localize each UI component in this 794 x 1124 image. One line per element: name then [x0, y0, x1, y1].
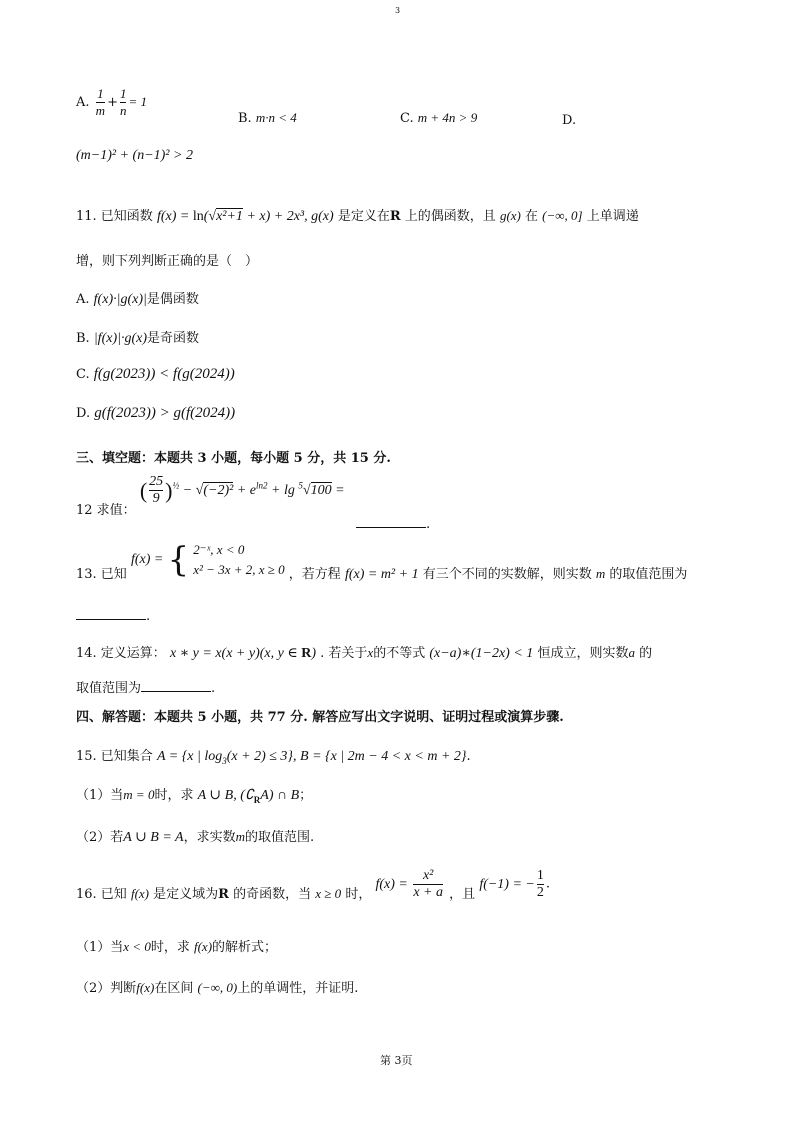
q12-answer-blank[interactable]: . [356, 513, 430, 532]
q11-option-d: D. g(f(2023)) > g(f(2024)) [76, 405, 236, 421]
section-4-heading: 四、解答题：本题共 5 小题，共 77 分. 解答应写出文字说明、证明过程或演算步骤. [76, 710, 564, 725]
q11-line2: 增，则下列判断正确的是（ ） [76, 254, 259, 269]
q11-option-c: C. f(g(2023)) < f(g(2024)) [76, 366, 235, 382]
q10-option-c: C. m + 4n > 9 [400, 110, 478, 126]
q10-option-d-math: (m−1)² + (n−1)² > 2 [76, 148, 193, 163]
q10-option-a: A. $\frac{1}{m}$ + $\frac{1}{n}$ = 1 [76, 86, 147, 118]
q13-line1: 13. 已知 f(x) = { 2⁻ˣ, x < 0 x² − 3x + 2, x ≥ 0 ，若方程 f(x) = m² + 1 有三个不同的实数解，则实数 m 的取值范围为 [76, 540, 688, 582]
q16-part1: （1）当x < 0时，求 f(x)的解析式； [76, 939, 278, 955]
q16-part2: （2）判断f(x)在区间 (−∞, 0)上的单调性，并证明. [76, 980, 359, 996]
q10-frac-1n: $\frac{1}{n}$ [119, 86, 127, 118]
header-mark: 3 [395, 6, 401, 15]
q12-line: 12 求值： ( $\frac{25}{9}$ )$^{\frac{1}{2}} - √(-2)^2 + e^{ln2} + \lg ^5√100$ = [76, 474, 345, 518]
q11-interval: (−∞, 0] [542, 208, 583, 223]
section-3-heading: 三、填空题：本题共 3 小题，每小题 5 分，共 15 分. [76, 451, 391, 466]
q11-option-a: A. f(x)·|g(x)|是偶函数 [76, 292, 199, 307]
q11-option-b: B. |f(x)|·g(x)是奇函数 [76, 331, 200, 346]
q10-option-b: B. m·n < 4 [238, 110, 297, 126]
q11-line1: 11. 已知函数 f(x) = ln(√x²+1 + x) + 2x³, g(x) 是定义在R 上的偶函数，且 g(x) 在 (−∞, 0] 上单调递 [76, 208, 639, 224]
q15-part1: （1）当m = 0时，求 A ∪ B, $(∁_RA)$ ∩ B； [76, 787, 313, 805]
q11-g-x: g(x) [499, 208, 521, 223]
q12-expression: ( $\frac{25}{9}$ )$^{\frac{1}{2}} - √(-2)^2 + e^{ln2} + \lg ^5√100$ = [139, 474, 345, 506]
reals-symbol: R [389, 209, 401, 224]
q11-f-def: f(x) = ln(√x²+1 + x) + 2x³, g(x) [156, 209, 334, 224]
q15-line1: 15. 已知集合 A = {x | $\log_3(x + 2) \le 3$}, B = {x | 2m − 4 < x < m + 2}. [76, 749, 471, 766]
q10-option-d-label: D. [562, 113, 577, 128]
q13-piecewise: 2⁻ˣ, x < 0 x² − 3x + 2, x ≥ 0 [193, 542, 285, 577]
q16-line1: 16. 已知 f(x) 是定义域为R 的奇函数，当 x ≥ 0 时， f(x) = $\frac{\text{x²}}{x + a}$ ，且 f(−1) = − $\frac{1}{2}$ . [76, 868, 551, 902]
q15-part2: （2）若A ∪ B = A，求实数m的取值范围. [76, 829, 315, 845]
page-number: 第 3页 [380, 1054, 413, 1067]
q14-answer-blank[interactable] [141, 677, 211, 692]
q14-line1: 14. 定义运算： x ∗ y = x(x + y)(x, y ∈ R) . 若关于x的不等式 (x−a)∗(1−2x) < 1 恒成立，则实数a 的 [76, 645, 653, 661]
q14-line2: 取值范围为 . [76, 677, 215, 696]
q10-frac-1m: $\frac{1}{m}$ [95, 86, 106, 118]
q13-answer-blank[interactable]: . [76, 605, 150, 624]
